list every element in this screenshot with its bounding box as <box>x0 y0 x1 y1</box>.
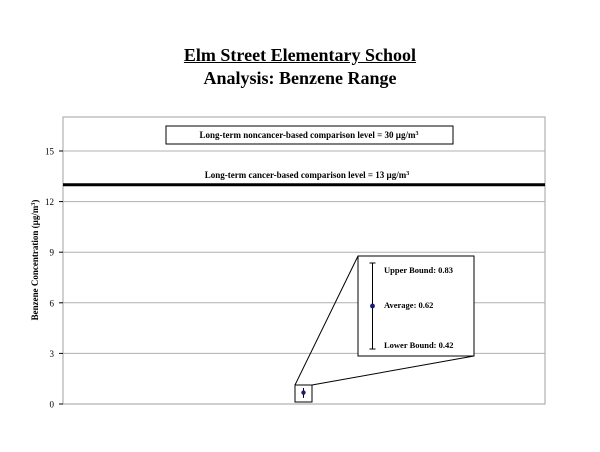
y-tick-label: 0 <box>49 399 54 410</box>
chart-title-line2: Analysis: Benzene Range <box>203 68 397 88</box>
noncancer-level-label-sup: 3 <box>415 131 419 137</box>
cancer-level-label-sup: 3 <box>406 171 410 177</box>
noncancer-level-label-main: Long-term noncancer-based comparison level = 30 µg/m <box>199 130 416 140</box>
cancer-level-label <box>205 170 409 180</box>
callout-average-label: Average: 0.62 <box>384 300 434 310</box>
y-axis-label-tail: ) <box>30 199 40 203</box>
average-point-small <box>301 390 305 394</box>
y-axis-label <box>30 200 40 321</box>
y-axis-label-sup: 3 <box>31 202 37 206</box>
callout-average-point <box>370 304 375 309</box>
noncancer-level-label <box>200 130 419 140</box>
y-axis-label-main: Benzene Concentration (µg/m <box>30 205 40 321</box>
callout-lower-label: Lower Bound: 0.42 <box>384 340 454 350</box>
y-tick-label: 9 <box>49 247 54 258</box>
cancer-level-label-main: Long-term cancer-based comparison level = 13 µg/m <box>204 170 407 180</box>
y-tick-label: 3 <box>49 348 54 359</box>
y-tick-label: 6 <box>49 298 54 309</box>
y-tick-label: 15 <box>45 146 54 157</box>
y-tick-label: 12 <box>45 197 54 208</box>
chart-title-line1: Elm Street Elementary School <box>183 45 417 65</box>
callout-upper-label: Upper Bound: 0.83 <box>384 265 454 275</box>
y-axis-ticks <box>45 147 63 410</box>
